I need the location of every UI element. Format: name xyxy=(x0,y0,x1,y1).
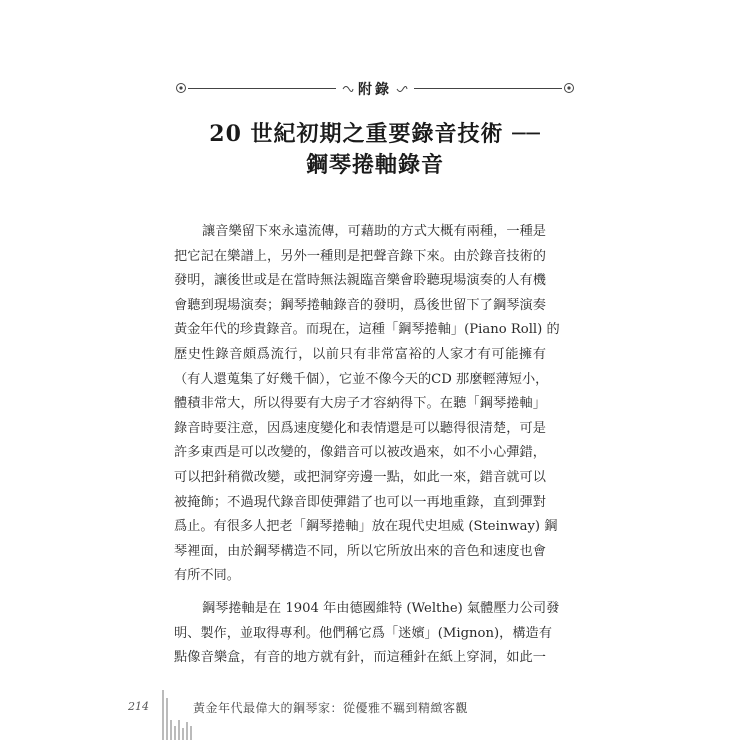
body-line: 讓音樂留下來永遠流傳，可藉助的方式大概有兩種，一種是 xyxy=(202,224,546,239)
body-line: 歷史性錄音頗爲流行，以前只有非常富裕的人家才有可能擁有 xyxy=(174,346,546,362)
article-body xyxy=(174,220,560,671)
flourish-icon xyxy=(396,83,408,95)
body-line: 鋼琴捲軸是在 1904 年由德國維特 (Welthe) 氣體壓力公司發 xyxy=(202,600,560,616)
article-title-line-2: 鋼琴捲軸錄音 xyxy=(305,152,444,178)
body-line: 會聽到現場演奏；鋼琴捲軸錄音的發明，爲後世留下了鋼琴演奏 xyxy=(174,297,546,313)
book-title: 黃金年代最偉大的鋼琴家：從優雅不羈到精緻客觀 xyxy=(193,701,469,715)
body-line: 點像音樂盒，有音的地方就有針，而這種針在紙上穿洞，如此一 xyxy=(174,650,546,666)
body-line: 有所不同。 xyxy=(174,568,240,584)
body-line: （有人還蒐集了好幾千個），它並不像今天的CD 那麼輕薄短小， xyxy=(174,371,549,387)
body-line: 把它記在樂譜上，另外一種則是把聲音錄下來。由於錄音技術的 xyxy=(174,248,546,264)
body-line: 可以把針稍微改變，或把洞穿旁邊一點，如此一來，錯音就可以 xyxy=(174,469,546,485)
article-title-line-1: 20 世紀初期之重要錄音技術 ── xyxy=(209,121,541,147)
body-line: 被掩飾；不過現代錄音即使彈錯了也可以一再地重錄，直到彈對 xyxy=(174,494,546,510)
body-line: 發明，讓後世或是在當時無法親臨音樂會聆聽現場演奏的人有機 xyxy=(174,273,546,289)
header-rule-right xyxy=(414,88,562,89)
body-line: 琴裡面，由於鋼琴構造不同，所以它所放出來的音色和速度也會 xyxy=(174,543,546,559)
swirl-ornament-icon xyxy=(562,81,576,95)
body-line: 爲止。有很多人把老「鋼琴捲軸」放在現代史坦威 (Steinway) 鋼 xyxy=(174,519,558,535)
body-line: 錄音時要注意，因爲速度變化和表情還是可以聽得很清楚，可是 xyxy=(174,420,546,436)
chapter-label: 附錄 xyxy=(358,82,392,98)
page-number: 214 xyxy=(128,700,149,713)
body-line: 明、製作，並取得專利。他們稱它爲「迷嬪」(Mignon)，構造有 xyxy=(174,625,552,641)
chapter-header xyxy=(174,78,576,100)
body-line: 黃金年代的珍貴錄音。而現在，這種「鋼琴捲軸」(Piano Roll) 的 xyxy=(174,322,560,338)
body-line: 體積非常大，所以得要有大房子才容納得下。在聽「鋼琴捲軸」 xyxy=(174,396,546,412)
body-line: 許多東西是可以改變的，像錯音可以被改過來，如不小心彈錯， xyxy=(174,445,546,461)
paragraph-gap xyxy=(174,589,546,597)
